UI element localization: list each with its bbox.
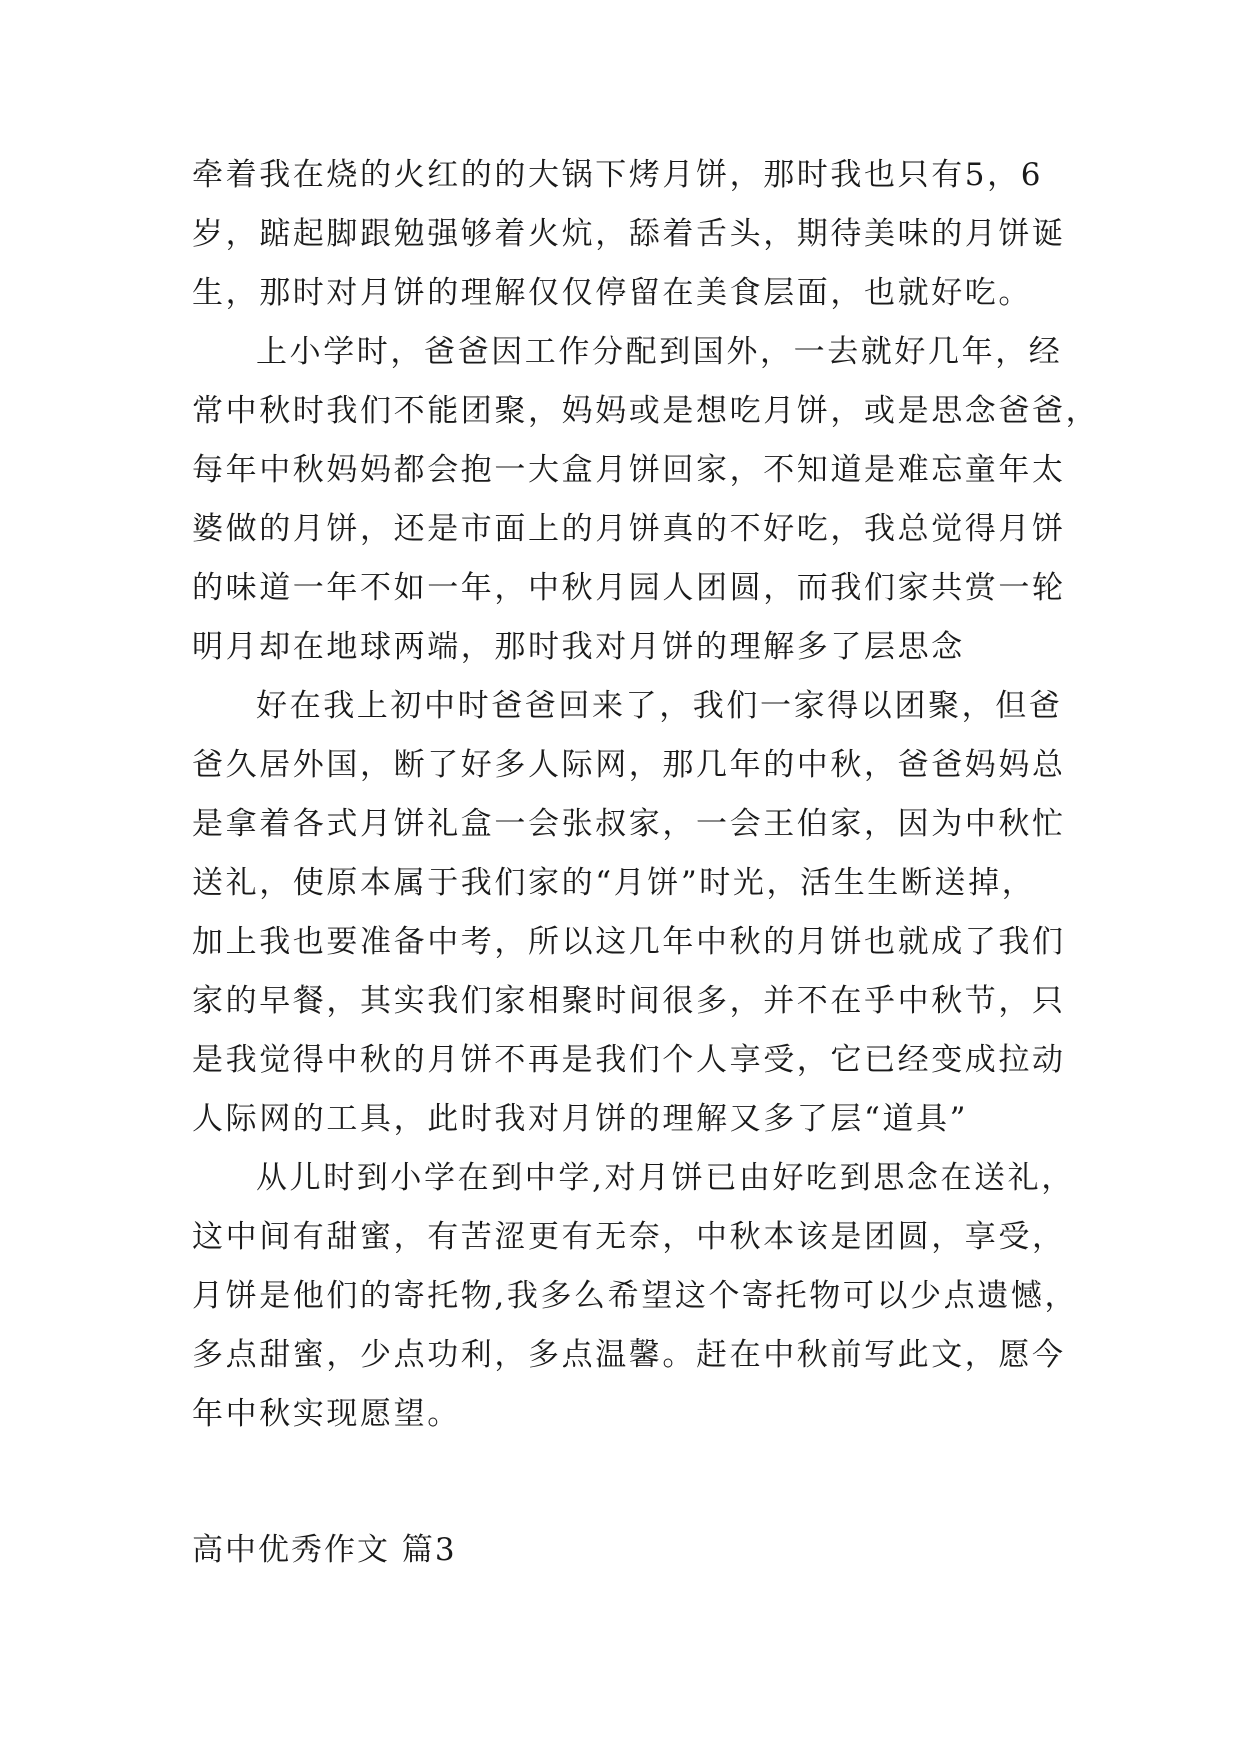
paragraph-line: 是拿着各式月饼礼盒一会张叔家，一会王伯家，因为中秋忙 [192,806,1066,842]
paragraph-line: 爸久居外国，断了好多人际网，那几年的中秋，爸爸妈妈总 [192,747,1066,783]
paragraph-line: 婆做的月饼，还是市面上的月饼真的不好吃，我总觉得月饼 [192,511,1066,547]
paragraph-line: 生，那时对月饼的理解仅仅停留在美食层面，也就好吃。 [192,275,1032,311]
paragraph-line: 每年中秋妈妈都会抱一大盒月饼回家，不知道是难忘童年太 [192,452,1066,488]
paragraph-line: 月饼是他们的寄托物,我多么希望这个寄托物可以少点遗憾， [192,1278,1079,1314]
paragraph-line: 从儿时到小学在到中学,对月饼已由好吃到思念在送礼， [256,1160,1075,1196]
paragraph-line: 明月却在地球两端，那时我对月饼的理解多了层思念 [192,629,965,665]
paragraph-line: 是我觉得中秋的月饼不再是我们个人享受，它已经变成拉动 [192,1042,1066,1078]
paragraph-line: 岁，踮起脚跟勉强够着火炕，舔着舌头，期待美味的月饼诞 [192,216,1066,252]
paragraph-line: 年中秋实现愿望。 [192,1396,461,1432]
paragraph-line: 人际网的工具，此时我对月饼的理解又多了层“道具” [192,1101,969,1137]
paragraph-2 [192,323,1100,677]
paragraph-4 [192,1149,1079,1444]
paragraph-line: 送礼，使原本属于我们家的“月饼”时光，活生生断送掉， [192,865,1036,901]
paragraph-line: 多点甜蜜，少点功利，多点温馨。赶在中秋前写此文，愿今 [192,1337,1066,1373]
paragraph-line: 牵着我在烧的火红的的大锅下烤月饼，那时我也只有5，6 [192,157,1044,193]
paragraph-line: 加上我也要准备中考，所以这几年中秋的月饼也就成了我们 [192,924,1066,960]
paragraph-line: 家的早餐，其实我们家相聚时间很多，并不在乎中秋节，只 [192,983,1066,1019]
paragraph-3 [192,677,1066,1149]
paragraph-line: 常中秋时我们不能团聚，妈妈或是想吃月饼，或是思念爸爸， [192,393,1100,429]
paragraph-line: 上小学时，爸爸因工作分配到国外，一去就好几年，经 [256,334,1063,370]
paragraph-1 [192,146,1066,323]
paragraph-line: 的味道一年不如一年，中秋月园人团圆，而我们家共赏一轮 [192,570,1066,606]
paragraph-line: 这中间有甜蜜，有苦涩更有无奈，中秋本该是团圆，享受， [192,1219,1066,1255]
paragraph-line: 好在我上初中时爸爸回来了，我们一家得以团聚，但爸 [256,688,1063,724]
section-heading: 高中优秀作文 篇3 [192,1532,457,1568]
